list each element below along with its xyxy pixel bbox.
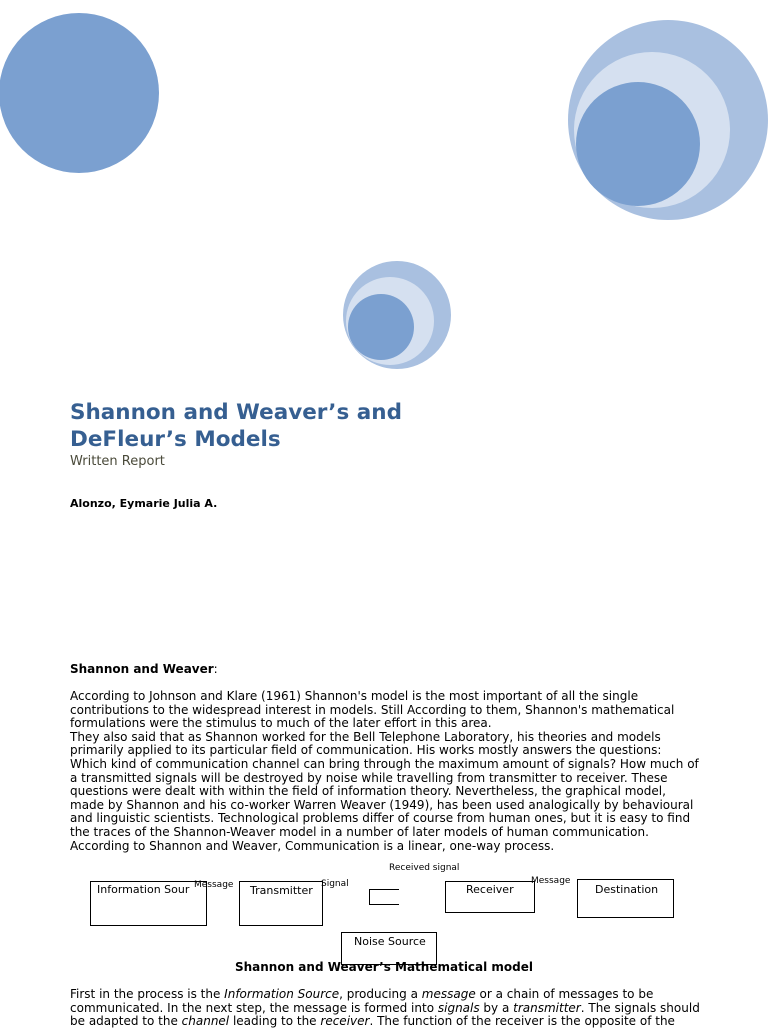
section-heading-text: Shannon and Weaver <box>70 662 214 676</box>
top-right-inner-circle <box>576 82 700 206</box>
author-name: Alonzo, Eymarie Julia A. <box>70 497 218 510</box>
receiver-label: Receiver <box>466 883 514 896</box>
paragraph-1: According to Johnson and Klare (1961) Shannon's model is the most important of all the single contributions to the widespread interest in models. Still According to them, Shannon's mathematical formulations were the stimulus to much of the later effort in this area. <box>70 689 675 731</box>
information-source-label: Information Sour <box>97 883 190 896</box>
decorative-circles <box>0 0 768 380</box>
paragraph-2: They also said that as Shannon worked for the Bell Telephone Laboratory, his theories and models primarily applied to its particular field of communication. His works mostly answers the questions: Which kind of communication channel can bring through the maximum amount of signals? How much of a transmitted signals will be destroyed by noise while travelling from transmitter to receiver. These questions were dealt with within the field of information theory. Nevertheless, the graphical model, made by Shannon and his co-worker Warren Weaver (1949), has been used analogically by behavioural and linguistic scientists. Technological problems differ of course from human ones, but it is easy to find the traces of the Shannon-Weaver model in a number of later models of human communication. <box>70 729 699 839</box>
message-left-label: Message <box>194 880 234 890</box>
diagram-caption: Shannon and Weaver’s Mathematical model <box>234 960 534 974</box>
section-heading <box>70 662 218 676</box>
text-run: be adapted to the <box>70 1014 182 1029</box>
text-run: . The function of the receiver is the opposite of the <box>369 1014 675 1029</box>
bottom-line-3 <box>70 1015 700 1029</box>
title-line-2: DeFleur’s Models <box>70 427 281 452</box>
received-signal-label: Received signal <box>389 863 460 873</box>
top-left-circle <box>0 13 159 173</box>
communication-model-diagram <box>0 858 768 968</box>
destination-label: Destination <box>595 883 659 896</box>
center-inner-circle <box>348 294 414 360</box>
title-line-1: Shannon and Weaver’s and <box>70 400 402 425</box>
signal-label: Signal <box>321 879 349 889</box>
text-run-italic: channel <box>181 1014 230 1029</box>
document-subtitle: Written Report <box>70 454 165 469</box>
bottom-paragraph <box>70 988 700 1029</box>
text-run: , producing a <box>339 987 422 1001</box>
body-paragraphs <box>70 690 700 853</box>
paragraph-3: According to Shannon and Weaver, Communication is a linear, one-way process. <box>70 838 555 853</box>
transmitter-label: Transmitter <box>250 884 313 897</box>
channel-box <box>369 889 399 905</box>
text-run: First in the process is the <box>70 987 225 1001</box>
bottom-line-1 <box>70 988 700 1002</box>
text-run: . The signals should <box>580 1000 700 1015</box>
document-title <box>70 399 402 453</box>
text-run: communicated. In the next step, the message is formed into <box>70 1000 438 1015</box>
message-right-label: Message <box>531 876 571 886</box>
section-heading-colon: : <box>213 662 218 676</box>
text-run-italic: receiver <box>320 1014 370 1029</box>
bottom-line-2 <box>70 1002 700 1016</box>
text-run-italic: signals <box>437 1000 480 1015</box>
noise-source-label: Noise Source <box>354 935 426 948</box>
text-run: by a <box>479 1000 514 1015</box>
text-run-italic: message <box>421 987 476 1001</box>
text-run-italic: Information Source <box>224 987 340 1001</box>
text-run-italic: transmitter <box>513 1000 581 1015</box>
text-run: leading to the <box>229 1014 321 1029</box>
text-run: or a chain of messages to be <box>475 987 654 1001</box>
